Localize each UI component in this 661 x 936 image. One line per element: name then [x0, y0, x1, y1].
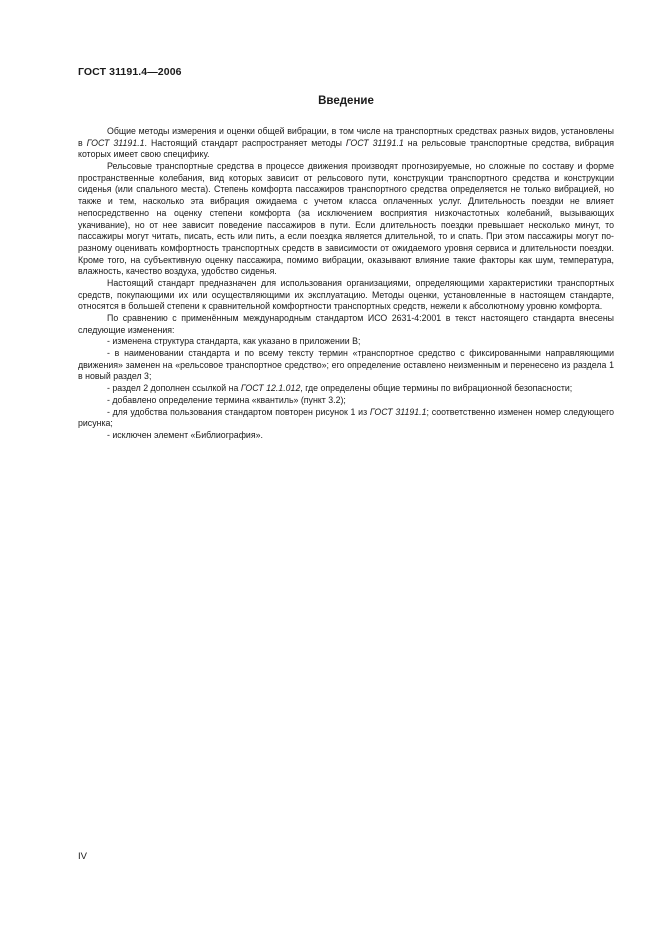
paragraph-text: ; соответственно изменен номер следующего рисунка; [78, 406, 614, 429]
change-item: - исключен элемент «Библиография». [107, 429, 263, 440]
change-item [78, 407, 614, 430]
paragraph-rail-vehicles: Рельсовые транспортные средства в процессе движения производят прогнозируемые, но сложные по составу и форме пространственные колебания, вид которых зависит от рельсового пути, конструкции транспортного средства и конструкции сиденья (или спального места). Степень комфорта пассажиров транспортного средства определяется не только вибрацией, но также и тем, насколько эта вибрация ожидаема с учетом класса оплаченных услуг. Длительность поездки не влияет непосредственно на оценку степени комфорта (за исключением восприятия низкочастотных колебаний, вызывающих укачивание), но от нее зависит поведение пассажиров в пути. Если длительность поездки превышает несколько минут, то пассажиры могут читать, писать, есть или пить, а если поездка является длительной, то и спать. При этом пассажиры могут по-разному оценивать комфортность транспортных средств в зависимости от ожидаемого уровня сервиса и длительности поездки. Кроме того, на субъективную оценку пассажира, помимо вибрации, оказывают влияние такие факторы как шум, температура, влажность, качество воздуха, удобство сиденья. [78, 161, 614, 277]
standard-reference: ГОСТ 31191.1 [369, 406, 427, 417]
change-item: - изменена структура стандарта, как указано в приложении В; [107, 336, 361, 347]
paragraph-text: на рельсовые транспортные средства, вибрация которых имеет свою специфику. [78, 137, 615, 160]
standard-reference: ГОСТ 12.1.012 [240, 383, 301, 394]
paragraph-methods [78, 126, 614, 161]
paragraph-changes-intro: По сравнению с применённым международным стандартом ИСО 2631-4:2001 в текст настоящего стандарта внесены следующие изменения: [78, 313, 614, 335]
paragraph-text: . Настоящий стандарт распространяет методы [144, 137, 346, 148]
section-title: Введение [318, 95, 374, 107]
page-number: IV [78, 851, 87, 862]
document-id: ГОСТ 31191.4—2006 [78, 66, 182, 78]
paragraph-purpose: Настоящий стандарт предназначен для использования организациями, определяющими характеристики транспортных средств, покупающими их или осуществляющими их эксплуатацию. Методы оценки, установленные в настоящем стандарте, относятся в большей степени к сравнительной комфортности транспортных средств, нежели к абсолютному уровню комфорта. [78, 277, 614, 312]
paragraph-text: - для удобства пользования стандартом повторен рисунок 1 из [107, 406, 370, 417]
paragraph-text: - раздел 2 дополнен ссылкой на [107, 383, 241, 394]
standard-reference: ГОСТ 31191.1 [345, 137, 404, 148]
paragraph-text: Общие методы измерения и оценки общей вибрации, в том числе на транспортных средствах разных видов, установлены в [78, 126, 614, 148]
change-item: - в наименовании стандарта и по всему тексту термин «транспортное средство с фиксированными направляющими движения» заменен на «рельсовое транспортное средство»; его определение оставлено неизменным и перенесено из раздела 1 в новый раздел 3; [78, 348, 614, 382]
standard-reference: ГОСТ 31191.1 [86, 137, 145, 148]
introduction-body [78, 126, 614, 442]
change-item: - добавлено определение термина «квантиль» (пункт 3.2); [107, 394, 346, 405]
paragraph-text: , где определены общие термины по вибрационной безопасности; [300, 383, 573, 394]
change-item [78, 383, 614, 395]
